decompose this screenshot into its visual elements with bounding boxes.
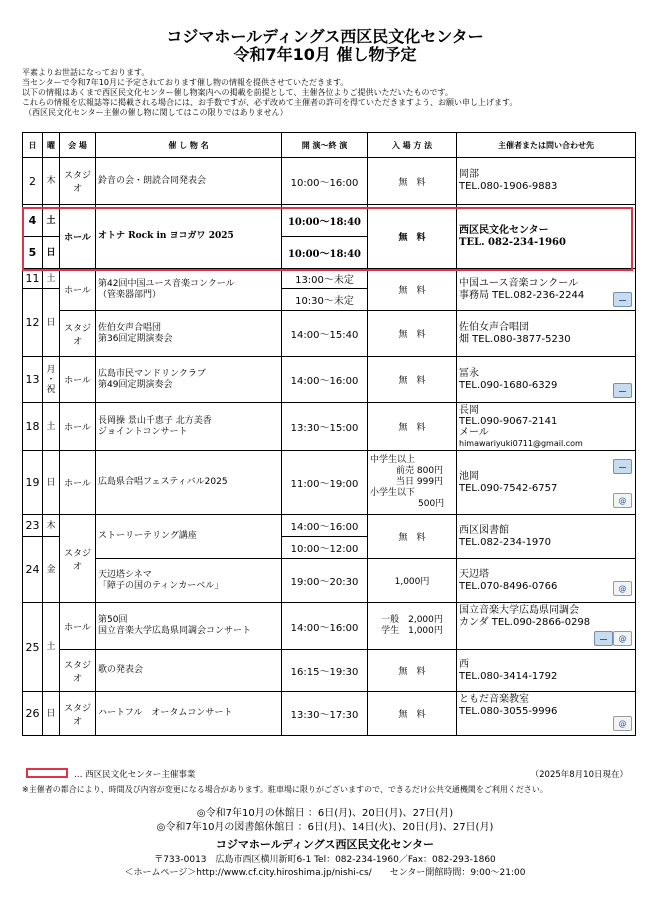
venue-cell: スタジオ bbox=[60, 158, 96, 205]
fee-cell: 無 料 bbox=[368, 357, 457, 403]
event-name-line: 長岡操 景山千恵子 北方美香 bbox=[98, 415, 212, 426]
event-name-line: （管楽器部門） bbox=[98, 289, 162, 300]
contact-name: 西区図書館 bbox=[459, 524, 509, 536]
table-row bbox=[23, 357, 636, 403]
weekday-line: 祝 bbox=[46, 384, 56, 395]
notice-text: ※主催者の都合により、時間及び内容が変更になる場合があります。駐車場に限りがございますので、できるだけ公共交通機関をご利用ください。 bbox=[22, 785, 548, 794]
event-name-line: 第42回中国ユース音楽コンクール bbox=[98, 278, 235, 289]
weekday-line: ・ bbox=[46, 374, 56, 385]
legend-swatch bbox=[26, 768, 68, 778]
fee-line: 当日 999円 bbox=[396, 477, 444, 487]
event-name bbox=[96, 269, 282, 311]
contact-phone: TEL. 082-234-1960 bbox=[459, 236, 566, 248]
fee-cell bbox=[368, 451, 457, 515]
event-name-line: 「障子の国のティンカーベル」 bbox=[98, 580, 224, 591]
contact-cell bbox=[457, 559, 636, 603]
fee-line: 小学生以下 bbox=[370, 488, 416, 498]
event-name-line: 第50回 bbox=[98, 615, 128, 625]
time-cell: 14:00～16:00 bbox=[282, 357, 368, 403]
venue-cell: ホール bbox=[60, 357, 96, 403]
contact-phone: TEL.080-3055-9996 bbox=[459, 706, 558, 717]
time-cell: 14:00～16:00 bbox=[282, 515, 368, 537]
intro-line: （西区民文化センター主催の催し物に関してはこの限りではありません） bbox=[24, 108, 288, 117]
weekday-line: 月 bbox=[46, 364, 56, 375]
contact-name: 天辺塔 bbox=[459, 568, 489, 580]
fee-cell: 無 料 bbox=[368, 403, 457, 451]
contact-phone: TEL.090-7542-6757 bbox=[459, 482, 558, 494]
table-row bbox=[23, 311, 636, 357]
day-cell: 18 bbox=[23, 403, 43, 451]
time-cell: 10:00～16:00 bbox=[282, 158, 368, 205]
day-cell: 12 bbox=[23, 289, 43, 357]
column-header: 開 演～終 演 bbox=[282, 133, 368, 158]
event-name bbox=[96, 357, 282, 403]
computer-icon bbox=[613, 292, 632, 307]
fee-cell: 無 料 bbox=[368, 692, 457, 736]
event-name bbox=[96, 559, 282, 603]
computer-icon bbox=[613, 459, 632, 474]
time-cell: 11:00～19:00 bbox=[282, 451, 368, 515]
fee-cell: 無 料 bbox=[368, 650, 457, 692]
contact-cell bbox=[457, 357, 636, 403]
contact-label: メール bbox=[459, 426, 489, 438]
day-cell: 5 bbox=[23, 237, 43, 269]
table-row bbox=[23, 603, 636, 650]
weekday-cell bbox=[43, 357, 60, 403]
contact-cell bbox=[457, 158, 636, 205]
fee-cell bbox=[368, 603, 457, 650]
time-cell: 14:00～16:00 bbox=[282, 603, 368, 650]
event-name: 歌の発表会 bbox=[96, 650, 282, 692]
table-row bbox=[23, 158, 636, 205]
contact-phone: TEL.090-1680-6329 bbox=[459, 379, 558, 391]
time-cell: 10:00～18:40 bbox=[282, 237, 368, 269]
library-closed-days: ◎令和7年10月の図書館休館日 ：6日(月)、14日(火)、20日(月)、27日(月) bbox=[156, 822, 494, 833]
day-cell: 25 bbox=[23, 603, 43, 692]
schedule-table bbox=[22, 132, 636, 736]
event-name bbox=[96, 603, 282, 650]
venue-cell: ホール bbox=[60, 205, 96, 269]
event-name-line: 国立音楽大学広島県同調会コンサート bbox=[98, 626, 252, 636]
weekday-cell: 土 bbox=[43, 269, 60, 289]
venue-cell: ホール bbox=[60, 451, 96, 515]
contact-name: 長岡 bbox=[459, 404, 479, 416]
time-cell: 10:00～12:00 bbox=[282, 537, 368, 559]
table-row bbox=[23, 403, 636, 451]
venue-cell: ホール bbox=[60, 269, 96, 311]
column-header: 主催者または問い合わせ先 bbox=[457, 133, 636, 158]
contact-cell bbox=[457, 692, 636, 736]
time-cell: 13:30～15:00 bbox=[282, 403, 368, 451]
contact-cell bbox=[457, 515, 636, 559]
contact-name: 佐伯女声合唱団 bbox=[459, 321, 529, 333]
column-header: 入 場 方 法 bbox=[368, 133, 457, 158]
table-row bbox=[23, 451, 636, 515]
computer-icon bbox=[613, 383, 632, 398]
day-cell: 23 bbox=[23, 515, 43, 537]
email-icon: @ bbox=[613, 581, 632, 596]
contact-cell bbox=[457, 311, 636, 357]
legend-text: … 西区民文化センター主催事業 bbox=[74, 770, 196, 780]
fee-cell: 無 料 bbox=[368, 205, 457, 269]
column-header: 曜 bbox=[43, 133, 60, 158]
footer-org-name: コジマホールディングス西区民文化センター bbox=[215, 838, 435, 851]
fee-line: 中学生以上 bbox=[370, 455, 416, 465]
email-icon: @ bbox=[613, 716, 632, 731]
closed-days: ◎令和7年10月の休館日 ：6日(月)、20日(月)、27日(月) bbox=[196, 808, 454, 819]
contact-name: ともだ音楽教室 bbox=[459, 694, 529, 705]
event-name: ハートフル オータムコンサート bbox=[96, 692, 282, 736]
time-cell: 13:30～17:30 bbox=[282, 692, 368, 736]
event-name-line: 広島市民マンドリンクラブ bbox=[98, 368, 206, 379]
contact-name: 西区民文化センター bbox=[459, 224, 549, 236]
table-row bbox=[23, 692, 636, 736]
intro-line: これらの情報を広報誌等に掲載される場合には、お手数ですが、必ず改めて主催者の許可を得ていただきますよう、お願い申し上げます。 bbox=[22, 98, 518, 107]
event-name-line: ジョイントコンサート bbox=[98, 426, 188, 437]
contact-cell bbox=[457, 403, 636, 451]
page-subtitle: 令和7年10月 催し物予定 bbox=[233, 45, 417, 64]
contact-cell bbox=[457, 451, 636, 515]
time-cell: 19:00～20:30 bbox=[282, 559, 368, 603]
weekday-cell: 木 bbox=[43, 515, 60, 537]
event-name: オトナ Rock in ヨコガワ 2025 bbox=[96, 205, 282, 269]
day-cell: 19 bbox=[23, 451, 43, 515]
event-name-line: 天辺塔シネマ bbox=[98, 569, 152, 580]
weekday-cell: 木 bbox=[43, 158, 60, 205]
contact-cell bbox=[457, 650, 636, 692]
computer-icon bbox=[594, 631, 613, 646]
contact-cell bbox=[457, 603, 636, 650]
event-name bbox=[96, 403, 282, 451]
email-icon: @ bbox=[613, 631, 632, 646]
table-row bbox=[23, 269, 636, 289]
contact-phone: TEL.080-1906-9883 bbox=[459, 181, 558, 192]
table-row bbox=[23, 650, 636, 692]
column-header: 催 し 物 名 bbox=[96, 133, 282, 158]
event-name: 広島県合唱フェスティバル2025 bbox=[96, 451, 282, 515]
fee-line: 学生 1,000円 bbox=[381, 626, 443, 636]
weekday-cell: 日 bbox=[43, 692, 60, 736]
footer-website[interactable]: ＜ホームページ＞http://www.cf.city.hiroshima.jp/nishi-cs/ センター開館時間：9:00～21:00 bbox=[124, 868, 526, 878]
time-cell: 10:30～未定 bbox=[282, 289, 368, 311]
venue-cell: スタジオ bbox=[60, 311, 96, 357]
time-cell: 16:15～19:30 bbox=[282, 650, 368, 692]
table-row bbox=[23, 205, 636, 237]
day-cell: 2 bbox=[23, 158, 43, 205]
venue-cell: スタジオ bbox=[60, 650, 96, 692]
contact-name: 国立音楽大学広島県同調会 bbox=[459, 605, 579, 616]
event-name-line: 佐伯女声合唱団 bbox=[98, 322, 162, 333]
fee-line: 一般 2,000円 bbox=[381, 615, 443, 625]
contact-cell bbox=[457, 269, 636, 311]
time-cell: 10:00～18:40 bbox=[282, 205, 368, 237]
time-cell: 14:00～15:40 bbox=[282, 311, 368, 357]
contact-name: 中国ユース音楽コンクール bbox=[459, 277, 579, 289]
fee-line: 500円 bbox=[418, 499, 445, 509]
column-header: 日 bbox=[23, 133, 43, 158]
event-name-line: 第49回定期演奏会 bbox=[98, 379, 173, 390]
intro-line: 当センターで令和7年10月に予定されております催し物の情報を提供させていただきます。 bbox=[22, 78, 349, 87]
fee-cell: 1,000円 bbox=[368, 559, 457, 603]
weekday-cell: 金 bbox=[43, 537, 60, 603]
contact-phone: TEL.082-234-1970 bbox=[459, 536, 552, 548]
day-cell: 24 bbox=[23, 537, 43, 603]
contact-phone: カンダ TEL.090-2866-0298 bbox=[459, 617, 591, 628]
email-icon: @ bbox=[613, 493, 632, 508]
table-row bbox=[23, 559, 636, 603]
weekday-cell: 日 bbox=[43, 289, 60, 357]
contact-phone: 畑 TEL.080-3877-5230 bbox=[459, 333, 571, 345]
day-cell: 13 bbox=[23, 357, 43, 403]
contact-name: 冨永 bbox=[459, 367, 479, 379]
contact-phone: TEL.070-8496-0766 bbox=[459, 580, 558, 592]
intro-line: 以下の情報はあくまで西区民文化センター催し物案内への掲載を前提として、主催各位よりご提供いただいたものです。 bbox=[22, 88, 453, 97]
fee-cell: 無 料 bbox=[368, 515, 457, 559]
weekday-cell: 土 bbox=[43, 603, 60, 692]
contact-name: 岡部 bbox=[459, 169, 479, 180]
contact-phone: TEL.080-3414-1792 bbox=[459, 670, 558, 682]
fee-line: 前売 800円 bbox=[396, 466, 444, 476]
intro-text bbox=[22, 68, 642, 118]
contact-name: 池岡 bbox=[459, 470, 479, 482]
intro-line: 平素よりお世話になっております。 bbox=[22, 68, 150, 77]
day-cell: 11 bbox=[23, 269, 43, 289]
venue-cell: スタジオ bbox=[60, 692, 96, 736]
fee-cell: 無 料 bbox=[368, 269, 457, 311]
time-cell: 13:00～未定 bbox=[282, 269, 368, 289]
event-name: 鈴音の会・朗読合同発表会 bbox=[96, 158, 282, 205]
contact-phone: 事務局 TEL.082-236-2244 bbox=[459, 289, 585, 301]
event-name-line: 第36回定期演奏会 bbox=[98, 333, 173, 344]
as-of-date: （2025年8月10日現在） bbox=[530, 770, 628, 780]
weekday-cell: 日 bbox=[43, 451, 60, 515]
column-header: 会 場 bbox=[60, 133, 96, 158]
day-cell: 26 bbox=[23, 692, 43, 736]
fee-cell: 無 料 bbox=[368, 158, 457, 205]
venue-cell: ホール bbox=[60, 403, 96, 451]
event-name bbox=[96, 311, 282, 357]
footer-address: 〒733-0013 広島市西区横川新町6-1 Tel：082-234-1960／Fax：082-293-1860 bbox=[154, 855, 496, 865]
table-row bbox=[23, 515, 636, 537]
table-header-row bbox=[23, 133, 636, 158]
weekday-cell: 土 bbox=[43, 205, 60, 237]
event-name: ストーリーテリング講座 bbox=[96, 515, 282, 559]
contact-cell bbox=[457, 205, 636, 269]
contact-email: himawariyuki0711@gmail.com bbox=[459, 438, 583, 448]
fee-cell: 無 料 bbox=[368, 311, 457, 357]
venue-cell: ホール bbox=[60, 603, 96, 650]
weekday-cell: 日 bbox=[43, 237, 60, 269]
page-title: コジマホールディングス西区民文化センター bbox=[166, 27, 484, 46]
contact-phone: TEL.090-9067-2141 bbox=[459, 415, 558, 427]
weekday-cell: 土 bbox=[43, 403, 60, 451]
venue-cell: スタジオ bbox=[60, 515, 96, 603]
day-cell: 4 bbox=[23, 205, 43, 237]
contact-name: 西 bbox=[459, 658, 469, 670]
